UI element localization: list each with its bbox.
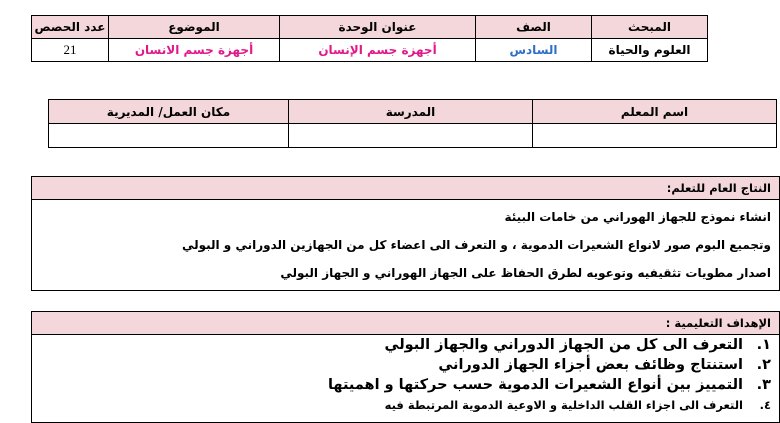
objective-number: ٣. xyxy=(756,377,771,393)
header-school: المدرسة xyxy=(289,100,533,124)
header-topic: الموضوع xyxy=(109,16,280,39)
value-sessions: 21 xyxy=(32,39,109,62)
objective-text: التعرف الى اجزاء القلب الداخلية و الاوعية الدموية المرتبطة فيه xyxy=(384,398,743,412)
value-subject: العلوم والحياة xyxy=(592,39,708,62)
value-topic: أجهزة جسم الانسان xyxy=(109,39,280,62)
header-teacher-name: اسم المعلم xyxy=(533,100,777,124)
value-unit-title: أجهزة جسم الإنسان xyxy=(280,39,476,62)
value-grade: السادس xyxy=(476,39,592,62)
general-outcomes-section xyxy=(31,176,780,291)
outcome-line: انشاء نموذج للجهاز الهوراني من خامات البيئة xyxy=(504,210,771,224)
value-school[interactable] xyxy=(289,124,533,148)
objective-text: التمييز بين أنواع الشعيرات الدموية حسب حركتها و اهميتها xyxy=(327,377,743,393)
objective-item xyxy=(32,355,779,375)
objective-number: ٢. xyxy=(756,357,771,373)
objective-item xyxy=(32,335,779,355)
objective-number: ١. xyxy=(756,337,771,353)
objective-text: التعرف الى كل من الجهاز الدوراني والجهاز البولي xyxy=(384,337,743,353)
objectives-title: الإهداف التعليمية : xyxy=(32,312,779,335)
objective-item xyxy=(32,395,779,415)
value-teacher-name[interactable] xyxy=(533,124,777,148)
objective-number: ٤. xyxy=(759,398,771,412)
header-sessions: عدد الحصص xyxy=(32,16,109,39)
value-workplace[interactable] xyxy=(49,124,289,148)
objective-text: استنتاج وظائف بعض أجزاء الجهاز الدوراني xyxy=(438,357,743,373)
header-unit-title: عنوان الوحدة xyxy=(280,16,476,39)
outcome-line: اصدار مطويات تثقيفيه وتوعويه لطرق الحفاظ على الجهاز الهوراني و الجهاز البولي xyxy=(280,266,771,280)
lesson-info-table xyxy=(31,15,708,62)
objective-item xyxy=(32,375,779,395)
teacher-info-table xyxy=(48,99,777,148)
objectives-section xyxy=(31,311,780,423)
header-subject: المبحث xyxy=(592,16,708,39)
header-workplace: مكان العمل/ المديرية xyxy=(49,100,289,124)
general-outcomes-title: النتاج العام للتعلم: xyxy=(32,177,779,200)
outcome-line: وتجميع البوم صور لانواع الشعيرات الدموية ، و التعرف الى اعضاء كل من الجهازين الدوراني و البولي xyxy=(181,238,771,252)
header-grade: الصف xyxy=(476,16,592,39)
